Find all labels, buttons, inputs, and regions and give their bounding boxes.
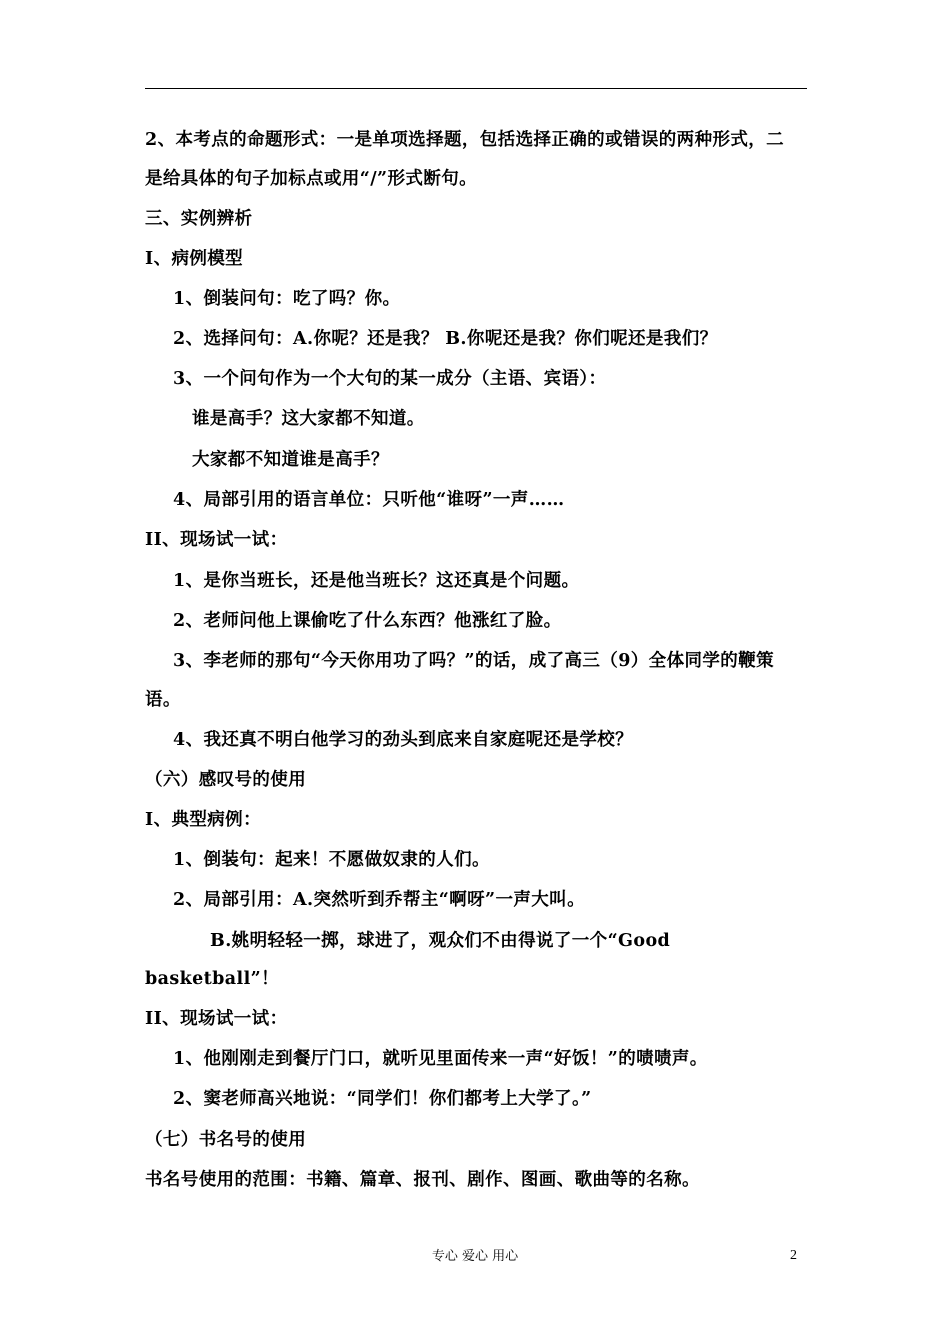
subsection-heading: I、典型病例： xyxy=(145,810,261,830)
section-heading: （六）感叹号的使用 xyxy=(145,770,307,790)
text-line: 书名号使用的范围：书籍、篇章、报刊、剧作、图画、歌曲等的名称。 xyxy=(145,1170,700,1190)
subsection-heading: I、病例模型 xyxy=(145,249,244,269)
page-number: 2 xyxy=(790,1248,797,1263)
section-heading: 三、实例辨析 xyxy=(145,209,253,229)
list-item: 2、局部引用：A.突然听到乔帮主“啊呀”一声大叫。 xyxy=(173,890,585,910)
text-line: 2、本考点的命题形式：一是单项选择题，包括选择正确的或错误的两种形式，二 xyxy=(145,130,785,150)
list-item: 1、倒装句：起来！不愿做奴隶的人们。 xyxy=(173,850,490,870)
text-line: 语。 xyxy=(145,690,181,710)
list-item: 2、窦老师高兴地说：“同学们！你们都考上大学了。” xyxy=(173,1089,592,1109)
footer-motto: 专心 爱心 用心 xyxy=(431,1249,519,1264)
list-item: 2、老师问他上课偷吃了什么东西？他涨红了脸。 xyxy=(173,611,562,631)
list-item: 1、是你当班长，还是他当班长？这还真是个问题。 xyxy=(173,571,580,591)
list-item: 2、选择问句：A.你呢？还是我？ B.你呢还是我？你们呢还是我们？ xyxy=(173,329,718,349)
list-item: 1、倒装问句：吃了吗？你。 xyxy=(173,289,401,309)
subsection-heading: II、现场试一试： xyxy=(145,1009,288,1029)
list-item: 3、李老师的那句“今天你用功了吗？”的话，成了高三（9）全体同学的鞭策 xyxy=(173,651,774,671)
text-line: 是给具体的句子加标点或用“/”形式断句。 xyxy=(145,169,478,189)
section-heading: （七）书名号的使用 xyxy=(145,1130,307,1150)
list-item: 4、局部引用的语言单位：只听他“谁呀”一声…… xyxy=(173,490,565,510)
list-item: 4、我还真不明白他学习的劲头到底来自家庭呢还是学校？ xyxy=(173,730,634,750)
list-item: 1、他刚刚走到餐厅门口，就听见里面传来一声“好饭！”的啧啧声。 xyxy=(173,1049,708,1069)
example-line: 谁是高手？这大家都不知道。 xyxy=(192,409,425,429)
list-item: 3、一个问句作为一个大句的某一成分（主语、宾语）： xyxy=(173,369,607,389)
example-line: B.姚明轻轻一掷，球进了，观众们不由得说了一个“Good xyxy=(210,931,671,951)
subsection-heading: II、现场试一试： xyxy=(145,530,288,550)
example-line: 大家都不知道谁是高手？ xyxy=(192,450,389,470)
text-line: basketball”！ xyxy=(145,969,280,989)
